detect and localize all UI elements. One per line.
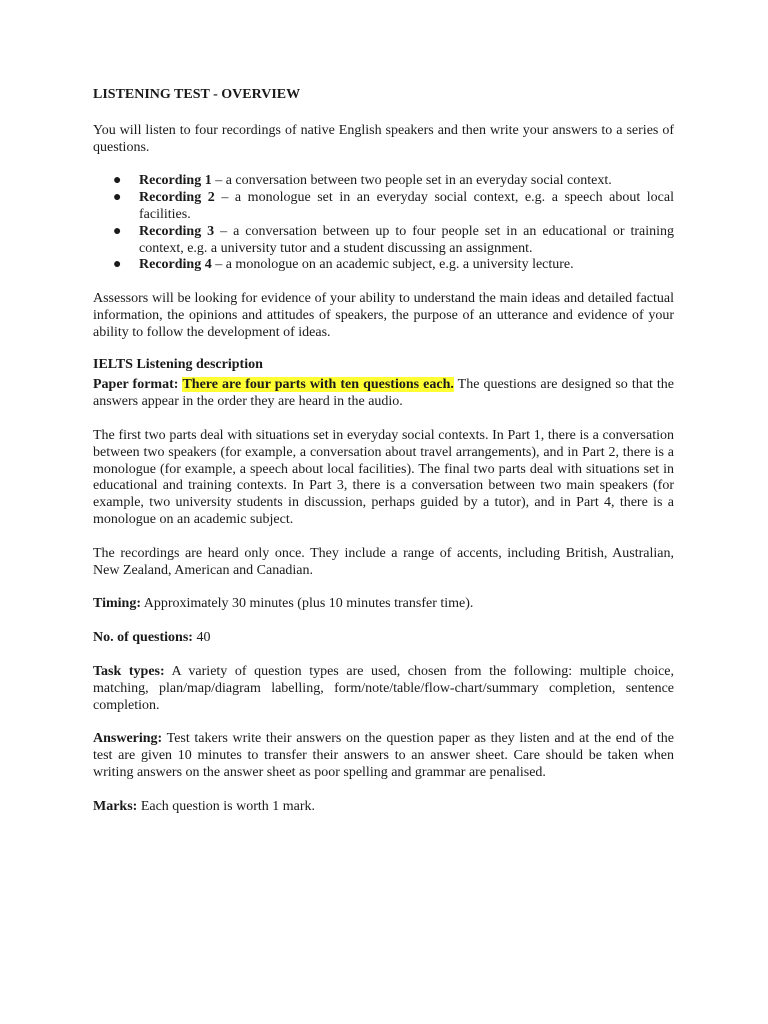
timing-label: Timing: [93,596,141,612]
task-types-label: Task types: [93,663,165,679]
recordings-list [93,173,674,274]
document-body [93,87,674,816]
timing-text: Approximately 30 minutes (plus 10 minutes transfer time). [140,596,474,612]
highlighted-text: There are four parts with ten questions each. [182,377,454,393]
recording-text: – a conversation between up to four people set in an educational or training context, e.g. a university tutor and a student discussing an assignment. [139,223,674,256]
parts-paragraph: The first two parts deal with situations set in everyday social contexts. In Part 1, there is a conversation between two speakers (for example, a conversation about travel arrangements), and in Part 2, there is a monologue (for example, a speech about local facilities). The final two parts deal with situations set in educational and training contexts. In Part 3, there is a conversation between two main speakers (for example, two university students in discussion, perhaps guided by a tutor), and in Part 4, there is a monologue on an academic subject. [93,427,674,527]
bullet-icon: ● [113,257,122,273]
paper-format-label: Paper format: [93,377,179,393]
answering-text: Test takers write their answers on the question paper as they listen and at the end of the test are given 10 minutes to transfer their answers to an answer sheet. Care should be taken when writing answers on the answer sheet as poor spelling and grammar are penalised. [93,731,674,780]
recording-label: Recording 4 [139,257,212,273]
marks-label: Marks: [93,798,138,814]
bullet-icon: ● [113,223,122,239]
bullet-icon: ● [113,190,122,206]
assessors-paragraph: Assessors will be looking for evidence of your ability to understand the main ideas and detailed factual information, the opinions and attitudes of speakers, the purpose of an utterance and evidence of your ability to follow the development of ideas. [93,291,674,340]
recording-label: Recording 3 [139,223,215,239]
list-item [93,173,674,190]
questions-label: No. of questions: [93,630,193,646]
list-item [93,190,674,224]
paper-format-text: The questions are designed so that the answers appear in the order they are heard in the audio. [93,377,674,410]
recording-text: – a monologue set in an everyday social context, e.g. a speech about local facilities. [139,190,674,222]
recording-label: Recording 1 [139,173,212,189]
paper-format-paragraph [93,377,674,411]
answering-paragraph [93,731,674,781]
task-types-text: A variety of question types are used, chosen from the following: multiple choice, matching, plan/map/diagram labelling, form/note/table/flow-chart/summary completion, sentence completion. [93,663,675,713]
recordings-paragraph: The recordings are heard only once. They include a range of accents, including British, Australian, New Zealand, American and Canadian. [93,545,674,578]
questions-paragraph [93,630,674,647]
section-heading: IELTS Listening description [93,356,263,372]
recording-text: – a conversation between two people set in an everyday social context. [211,173,612,189]
recording-label: Recording 2 [139,190,215,206]
task-types-paragraph [93,664,674,714]
answering-label: Answering: [93,731,163,747]
questions-text: 40 [192,630,211,646]
marks-paragraph [93,799,674,816]
document-title: LISTENING TEST - OVERVIEW [93,87,301,102]
list-item [93,224,674,258]
recording-text: – a monologue on an academic subject, e.g. a university lecture. [211,257,574,273]
intro-paragraph: You will listen to four recordings of native English speakers and then write your answers to a series of questions. [93,122,674,155]
bullet-icon: ● [113,173,122,189]
timing-paragraph [93,596,674,613]
marks-text: Each question is worth 1 mark. [137,798,316,814]
list-item [93,257,674,274]
